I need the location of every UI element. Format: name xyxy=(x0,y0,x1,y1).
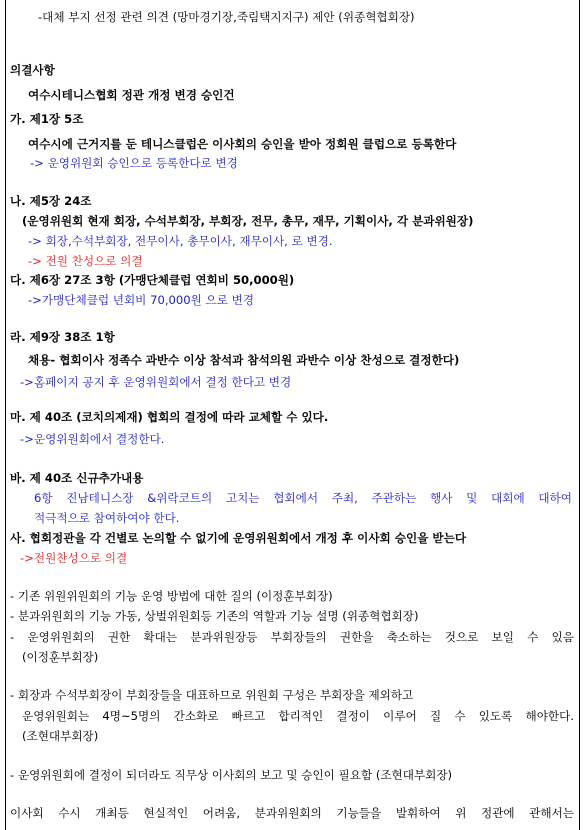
discussion-5: - 운영위원회에 결정이 되더라도 직무상 이사회의 보고 및 승인이 필요함 (조현대부회장) xyxy=(10,768,453,782)
closing-text: 이사회 수시 개최등 현실적인 어려움, 분과위원회의 기능들을 발휘하여 위 정관에 관해서는 xyxy=(10,806,574,820)
discussion-3-speaker: (이정훈부회장) xyxy=(22,650,99,664)
item-ba-text-cont: 적극적으로 참여하여야 한다. xyxy=(34,511,180,525)
item-ga-text: 여수시에 근거지를 둔 테니스클럽은 이사회의 승인을 받아 정회원 클럽으로 등록한다 xyxy=(28,137,457,151)
document-page xyxy=(5,0,580,830)
item-sa-vote: ->전원찬성으로 의결 xyxy=(20,551,128,565)
item-ba-heading: 바. 제 40조 신규추가내용 xyxy=(10,471,144,485)
item-ga-change: -> 운영위원회 승인으로 등록한다로 변경 xyxy=(30,156,238,170)
section-heading-resolutions: 의결사항 xyxy=(10,63,55,77)
discussion-3: - 운영위원회의 권한 확대는 분과위원장등 부회장들의 권한을 축소하는 것으로 보일 수 있음 xyxy=(10,630,574,644)
discussion-2: - 분과위원회의 기능 가동, 상벌위원회등 기존의 역할과 기능 설명 (위종혁협회장) xyxy=(10,609,419,623)
item-ma-change: ->운영위원회에서 결정한다. xyxy=(20,432,165,446)
item-ra-change: ->홈페이지 공지 후 운영위원회에서 결정 한다고 변경 xyxy=(20,375,292,389)
resolution-title: 여수시테니스협회 정관 개정 변경 승인건 xyxy=(28,88,235,102)
discussion-4-cont: 운영위원회는 4명~5명의 간소화로 빠르고 합리적인 결정이 이루어 질 수 있도록 해야한다. xyxy=(22,709,574,723)
item-na-heading: 나. 제5장 24조 xyxy=(10,194,92,208)
item-da-change: ->가맹단체클럽 년회비 70,000원 으로 변경 xyxy=(28,293,255,307)
item-ra-text: 채용- 협회이사 정족수 과반수 이상 참석과 참석의원 과반수 이상 찬성으로 결정한다) xyxy=(28,353,460,367)
discussion-1: - 기존 위원위원회의 기능 운영 방법에 대한 질의 (이정훈부회장) xyxy=(10,589,333,603)
item-sa-heading: 사. 협회정관을 각 건별로 논의할 수 없기에 운영위원회에서 개정 후 이사회 승인을 받는다 xyxy=(10,531,467,545)
item-na-text: (운영위원회 현재 회장, 수석부회장, 부회장, 전무, 총무, 재무, 기획이사, 각 분과위원장) xyxy=(22,214,474,228)
item-ba-text: 6항 진남테니스장 &위락코트의 고치는 협회에서 주최, 주관하는 행사 및 대회에 대하여 xyxy=(34,491,572,505)
discussion-4-speaker: (조현대부회장) xyxy=(22,729,99,743)
item-na-vote: -> 전원 찬성으로 의결 xyxy=(28,254,143,268)
item-ga-heading: 가. 제1장 5조 xyxy=(10,112,84,126)
item-ra-heading: 라. 제9장 38조 1항 xyxy=(10,330,115,344)
item-na-change: -> 회장,수석부회장, 전무이사, 총무이사, 재무이사, 로 변경. xyxy=(28,234,333,248)
item-ma-heading: 마. 제 40조 (코치의제재) 협회의 결정에 따라 교체할 수 있다. xyxy=(10,410,329,424)
agenda-note-site: -대체 부지 선정 관련 의견 (망마경기장,죽림택지지구) 제안 (위종혁협회장) xyxy=(38,10,415,24)
discussion-4: - 회장과 수석부회장이 부회장들을 대표하므로 위원회 구성은 부회장을 제외하고 xyxy=(10,688,414,702)
item-da-heading: 다. 제6장 27조 3항 (가맹단체클럽 연회비 50,000원) xyxy=(10,273,295,287)
